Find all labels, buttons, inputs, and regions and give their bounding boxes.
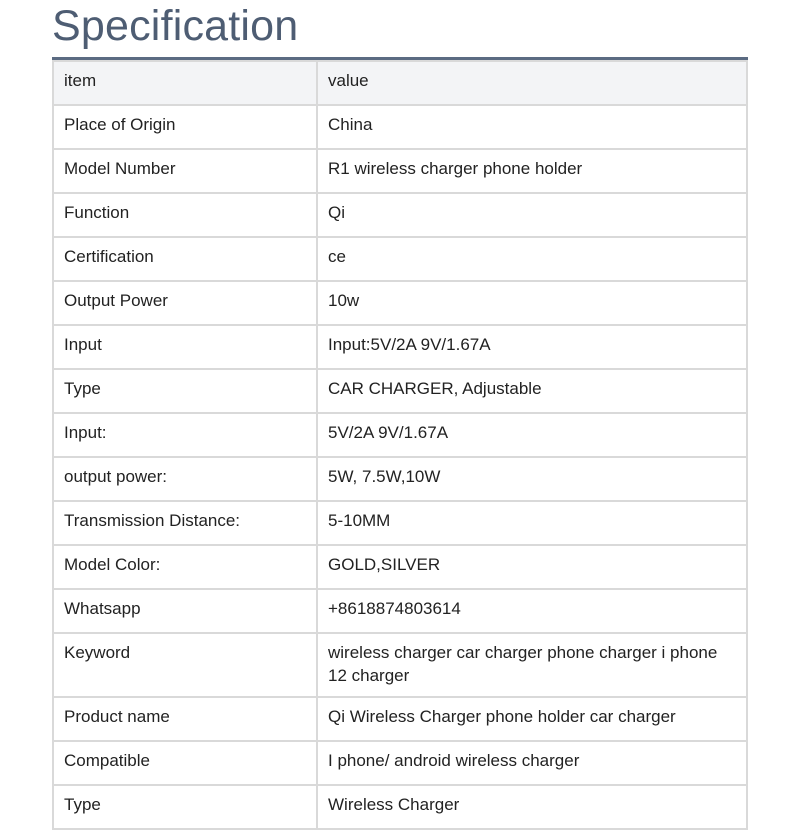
spec-key: Input: [53,413,317,457]
spec-key: Place of Origin [53,105,317,149]
spec-key: Output Power [53,281,317,325]
column-header-item: item [53,61,317,105]
table-row [53,105,747,149]
table-row [53,633,747,697]
spec-key: Whatsapp [53,589,317,633]
spec-value: Input:5V/2A 9V/1.67A [317,325,747,369]
column-header-value: value [317,61,747,105]
spec-value: wireless charger car charger phone charger i phone 12 charger [317,633,747,697]
table-row [53,589,747,633]
table-row [53,149,747,193]
spec-key: Function [53,193,317,237]
spec-value: +8618874803614 [317,589,747,633]
table-header-row [53,61,747,105]
spec-value: China [317,105,747,149]
spec-value: 5-10MM [317,501,747,545]
spec-value: Qi [317,193,747,237]
spec-key: output power: [53,457,317,501]
spec-value: R1 wireless charger phone holder [317,149,747,193]
spec-value: I phone/ android wireless charger [317,741,747,785]
table-row [53,785,747,829]
table-row [53,741,747,785]
table-row [53,281,747,325]
spec-key: Keyword [53,633,317,697]
spec-value: Qi Wireless Charger phone holder car charger [317,697,747,741]
spec-value: CAR CHARGER, Adjustable [317,369,747,413]
table-row [53,413,747,457]
table-row [53,325,747,369]
table-row [53,697,747,741]
spec-key: Compatible [53,741,317,785]
table-row [53,369,747,413]
table-row [53,457,747,501]
spec-key: Model Color: [53,545,317,589]
spec-value: ce [317,237,747,281]
table-row [53,545,747,589]
spec-value: 10w [317,281,747,325]
specification-table [52,60,748,830]
spec-value: 5V/2A 9V/1.67A [317,413,747,457]
page-title: Specification [52,2,299,50]
spec-value: Wireless Charger [317,785,747,829]
table-row [53,193,747,237]
spec-value: 5W, 7.5W,10W [317,457,747,501]
spec-key: Transmission Distance: [53,501,317,545]
spec-key: Model Number [53,149,317,193]
table-row [53,501,747,545]
spec-key: Product name [53,697,317,741]
spec-key: Input [53,325,317,369]
table-row [53,237,747,281]
spec-value: GOLD,SILVER [317,545,747,589]
spec-key: Type [53,785,317,829]
spec-key: Certification [53,237,317,281]
spec-key: Type [53,369,317,413]
